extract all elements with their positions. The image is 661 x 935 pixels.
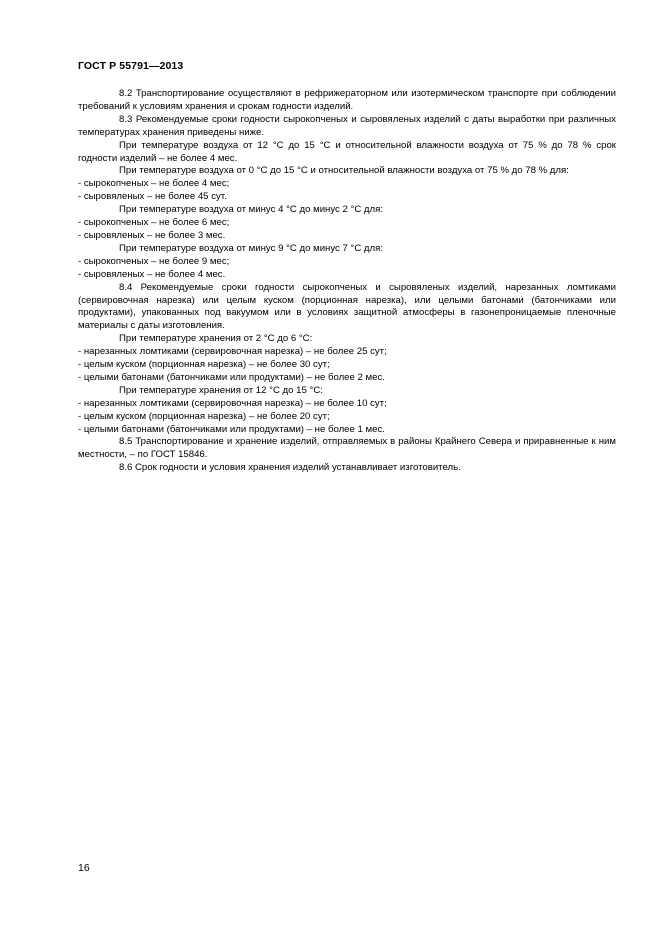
- list-item: - целыми батонами (батончиками или продуктами) – не более 2 мес.: [78, 371, 385, 383]
- paragraph-temp-0-15: При температуре воздуха от 0 °С до 15 °С и относительной влажности воздуха от 75 % до 78 % для:: [119, 165, 569, 177]
- list-item: - целым куском (порционная нарезка) – не более 30 сут;: [78, 359, 330, 371]
- paragraph-8-2: 8.2 Транспортирование осуществляют в рефрижераторном или изотермическом транспорте при соблюдении требований к условиям хранения и срокам годности изделий.: [78, 88, 616, 112]
- document-header-title: ГОСТ Р 55791—2013: [78, 60, 184, 72]
- paragraph-temp-minus4-minus2: При температуре воздуха от минус 4 °С до минус 2 °С для:: [119, 204, 383, 216]
- list-item: - сырокопченых – не более 6 мес;: [78, 217, 230, 229]
- list-item: - сырокопченых – не более 9 мес;: [78, 255, 230, 267]
- list-item: - нарезанных ломтиками (сервировочная нарезка) – не более 25 сут;: [78, 346, 387, 358]
- list-item: - сыровяленых – не более 4 мес.: [78, 268, 226, 280]
- paragraph-8-3: 8.3 Рекомендуемые сроки годности сырокопченых и сыровяленых изделий с даты выработки при различных температурах хранения приведены ниже.: [78, 113, 616, 138]
- list-item: - сыровяленых – не более 3 мес.: [78, 229, 226, 241]
- paragraph-storage-2-6: При температуре хранения от 2 °С до 6 °С:: [119, 333, 313, 345]
- list-item: - нарезанных ломтиками (сервировочная нарезка) – не более 10 сут;: [78, 397, 387, 409]
- document-body: [78, 88, 616, 475]
- paragraph-8-4: 8.4 Рекомендуемые сроки годности сырокопченых и сыровяленых изделий, нарезанных ломтиками (сервировочная нарезка) или целым куском (порционная нарезка), или целыми батонами (батончиками или продуктами), упакованных под вакуумом или в условиях защитной атмосферы в газонепроницаемые пленочные материалы с даты изготовления.: [78, 281, 616, 332]
- paragraph-8-5: 8.5 Транспортирование и хранение изделий, отправляемых в районы Крайнего Севера и приравненные к ним местности, – по ГОСТ 15846.: [78, 436, 616, 461]
- paragraph-temp-minus9-minus7: При температуре воздуха от минус 9 °С до минус 7 °С для:: [119, 242, 383, 254]
- paragraph-temp-12-15: При температуре воздуха от 12 °С до 15 °С и относительной влажности воздуха от 75 % до 78 % срок годности изделий – не более 4 мес.: [78, 139, 616, 164]
- paragraph-8-6: 8.6 Срок годности и условия хранения изделий устанавливает изготовитель.: [119, 462, 461, 474]
- list-item: - целыми батонами (батончиками или продуктами) – не более 1 мес.: [78, 423, 385, 435]
- list-item: - целым куском (порционная нарезка) – не более 20 сут;: [78, 410, 330, 422]
- list-item: - сырокопченых – не более 4 мес;: [78, 178, 230, 190]
- page-number: 16: [78, 862, 90, 874]
- list-item: - сыровяленых – не более 45 сут.: [78, 191, 227, 203]
- paragraph-storage-12-15: При температуре хранения от 12 °С до 15 °С:: [119, 384, 323, 396]
